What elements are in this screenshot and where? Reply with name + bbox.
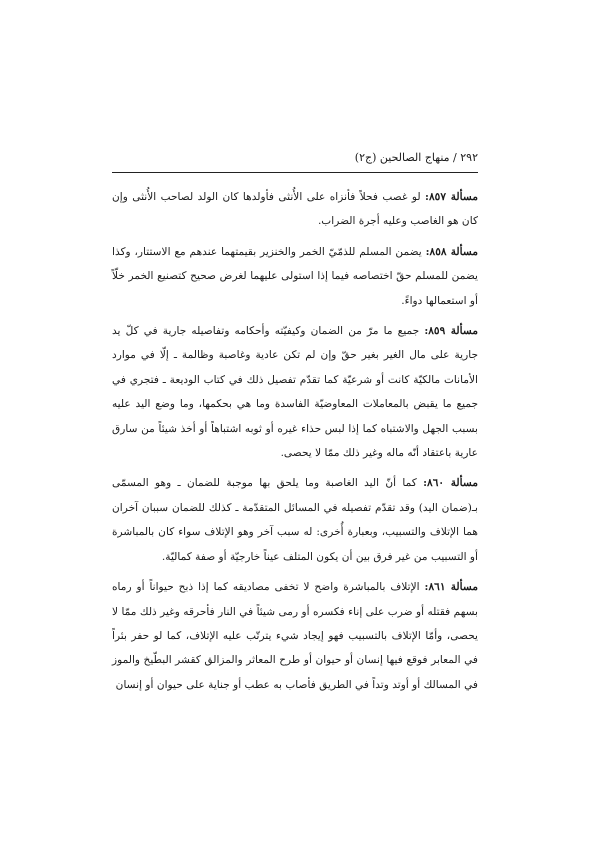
paragraph-860: [112, 471, 478, 569]
issue-label: مسألة ٨٥٩:: [424, 325, 479, 338]
paragraph-857: [112, 185, 478, 234]
issue-text: الإتلاف بالمباشرة واضح لا تخفى مصاديقه كما إذا ذبح حيواناً أو رماه بسهم فقتله أو ضرب على إناء فكسره أو رمى شيئاً في النار فأحرقه وغير ذلك ممّا لا يحصى، وأمّا الإتلاف بالتسبيب فهو إيجاد شيء يترتّب عليه الإتلاف، كما لو حفر بئراً في المعابر فوقع فيها إنسان أو حيوان أو طرح المعاثر والمزالق كقشر البطّيخ والموز في المسالك أو أوتد وتداً في الطريق فأصاب به عطب أو جناية على حيوان أو إنسان: [112, 581, 478, 691]
issue-label: مسألة ٨٥٨:: [425, 245, 479, 258]
issue-text: يضمن المسلم للذمّيّ الخمر والخنزير بقيمتهما عندهم مع الاستتار، وكذا يضمن للمسلم حقّ اختصاصه فيما إذا استولى عليهما لغرض صحيح كتصنيع الخمر خلّاً أو استعمالها دواءً.: [112, 245, 478, 307]
paragraph-858: [112, 240, 478, 313]
running-header: ٢٩٢ / منهاج الصالحين (ج٢): [112, 150, 478, 173]
issue-text: كما أنّ اليد الغاصبة وما يلحق بها موجبة للضمان ـ وهو المسمّى بـ(ضمان اليد) وقد تقدّم تفصيله في المسائل المتقدّمة ـ كذلك للضمان سببان آخران هما الإتلاف والتسبيب، وبعبارة أُخرى: له سبب آخر وهو الإتلاف سواء كان بالمباشرة أو التسبيب من غير فرق بين أن يكون المتلف عيناً خارجيّة أو صفة كماليّة.: [112, 477, 478, 563]
paragraph-861: [112, 575, 478, 697]
issue-label: مسألة ٨٥٧:: [425, 191, 479, 203]
issue-text: لو غصب فحلاً فأنزاه على الأُنثى فأولدها كان الولد لصاحب الأُنثى وإن كان هو الغاصب وعليه أجرة الضراب.: [112, 191, 478, 228]
document-page: [112, 150, 478, 703]
issue-label: مسألة ٨٦١:: [424, 581, 479, 594]
issue-label: مسألة ٨٦٠:: [423, 477, 478, 490]
paragraph-859: [112, 319, 478, 465]
issue-text: جميع ما مرّ من الضمان وكيفيّته وأحكامه وتفاصيله جارية في كلّ يد جارية على مال الغير بغير حقّ وإن لم تكن عادية وغاصبة وظالمة ـ إلّا في موارد الأمانات مالكيّة كانت أو شرعيّة كما تقدّم تفصيل ذلك في كتاب الوديعة ـ فتجري في جميع ما يقبض بالمعاملات المعاوضيّة الفاسدة وما هي بحكمها، وما وضع اليد عليه بسبب الجهل والاشتباه كما إذا لبس حذاء غيره أو ثوبه اشتباهاً أو أخذ شيئاً من سارق عارية باعتقاد أنّه ماله وغير ذلك ممّا لا يحصى.: [112, 325, 478, 460]
